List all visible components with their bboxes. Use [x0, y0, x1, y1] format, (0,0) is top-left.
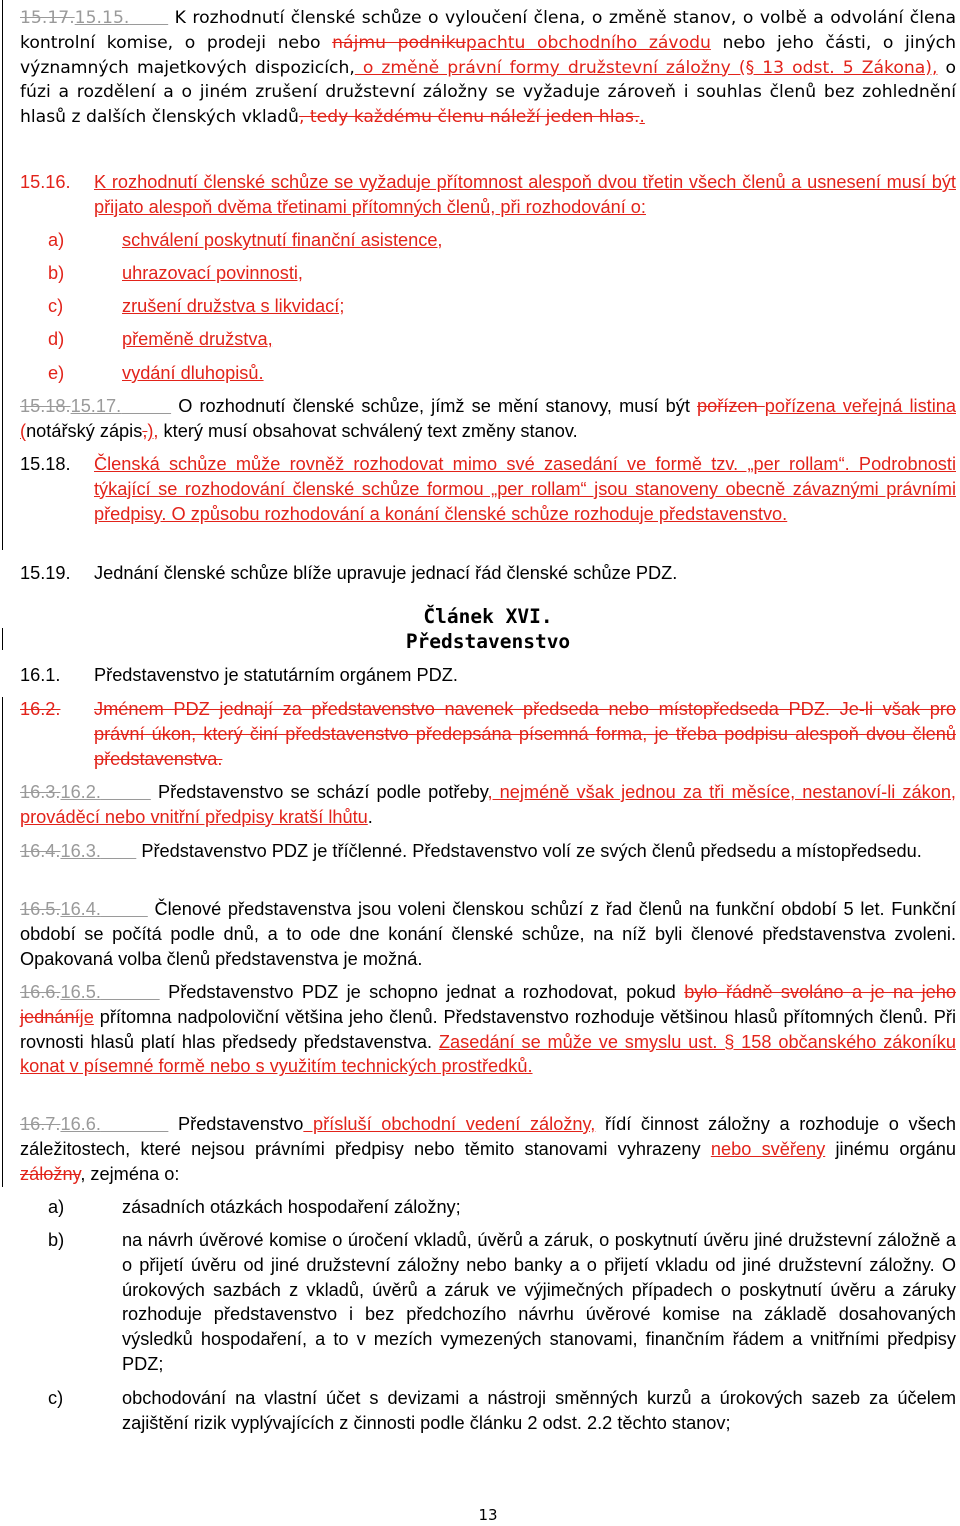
deleted-text: bylo řádně svoláno a je na jeho jednání	[20, 982, 957, 1027]
list-label: c)	[48, 1388, 64, 1408]
list-label: d)	[48, 329, 65, 349]
new-number: 16.4.	[60, 899, 101, 919]
paragraph-text: Představenstvo PDZ je tříčlenné. Představenstvo volí ze svých členů předsedu a místopředsedu.	[141, 841, 922, 861]
list-text: přeměně družstva,	[122, 329, 273, 349]
paragraph-15-15	[20, 6, 956, 130]
list-label: e)	[48, 363, 65, 383]
paragraph-text: který musí obsahovat schválený text změny stanov.	[158, 420, 578, 441]
list-text: zrušení družstva s likvidací;	[122, 296, 345, 316]
paragraph-number: 15.18.	[20, 454, 71, 474]
paragraph-15-18	[20, 452, 956, 526]
inserted-text: pachtu obchodního závodu	[465, 32, 711, 53]
inserted-text: , nejméně však jednou za tři měsíce, nestanoví-li zákon, prováděcí nebo vnitřní předpisy kratší lhůtu	[20, 782, 956, 827]
old-number: 16.7.	[20, 1114, 61, 1134]
paragraph-number: 15.16.	[20, 172, 71, 192]
list-text: vydání dluhopisů.	[122, 363, 264, 383]
paragraph-16-5	[20, 980, 956, 1079]
list-label: a)	[48, 230, 65, 250]
list-text: zásadních otázkách hospodaření záložny;	[122, 1197, 461, 1217]
list-item	[48, 1195, 956, 1220]
paragraph-text: Jednání členské schůze blíže upravuje jednací řád členské schůze PDZ.	[94, 563, 678, 583]
list-text: uhrazovací povinnosti,	[122, 263, 303, 283]
deleted-text: , tedy každému členu náleží jeden hlas.	[298, 107, 640, 128]
list-item	[48, 261, 956, 286]
old-number: 16.5.	[20, 899, 61, 919]
article-title: Článek XVI.	[423, 605, 553, 628]
deleted-text: Jménem PDZ jednají za představenstvo navenek předseda nebo místopředseda PDZ. Je-li však pro právní úkon, který činí představenstvo předepsána písemná forma, je třeba podpisu alespoň dvou členů představenstva.	[94, 699, 956, 769]
list-item	[48, 361, 956, 386]
change-bar	[2, 697, 3, 1187]
list-label: a)	[48, 1197, 65, 1217]
paragraph-text: Představenstvo je statutárním orgánem PDZ.	[94, 665, 458, 685]
paragraph-text: , zejména o:	[80, 1163, 180, 1184]
inserted-text: přísluší obchodní vedení záložny,	[303, 1114, 596, 1134]
list-label: b)	[48, 263, 65, 283]
new-number: 16.3.	[60, 841, 101, 861]
list-text: schválení poskytnutí finanční asistence,	[122, 230, 443, 250]
paragraph-text: K rozhodnutí členské schůze se vyžaduje přítomnost alespoň dvou třetin všech členů a usnesení musí být přijato alespoň dvěma třetinami přítomných členů, při rozhodování o:	[94, 172, 956, 217]
paragraph-text: o fúzi a rozdělení a o jiném zrušení družstevní záložny se vyžaduje zároveň i souhlas členů bez zohlednění hlasů z dalších členských vkladů	[20, 57, 957, 128]
old-number: 16.6.	[20, 982, 61, 1002]
new-number: 16.6.	[60, 1114, 101, 1134]
paragraph-text: přítomna nadpoloviční většina jeho členů. Představenstvo rozhoduje většinou hlasů přítomných členů. Při rovnosti hlasů platí hlas předsedy představenstva.	[20, 1006, 956, 1052]
inserted-text: nebo svěřeny	[710, 1138, 826, 1159]
list-text: obchodování na vlastní účet s devizami a nástroji směnných kurzů a úrokových sazeb za účelem zajištění rizik vyplývajících z činnosti podle článku 2 odst. 2.2 těchto stanov;	[122, 1388, 956, 1433]
paragraph-16-2	[20, 780, 956, 830]
paragraph-text: .	[367, 806, 373, 827]
list-item	[48, 294, 956, 319]
paragraph-15-16	[20, 170, 956, 220]
paragraph-text: Představenstvo	[178, 1114, 304, 1134]
inserted-text: ),	[147, 420, 159, 441]
paragraph-text: notářský zápis	[26, 420, 143, 441]
list-label: c)	[48, 296, 64, 316]
inserted-text: pořízena veřejná listina (	[20, 396, 956, 441]
list-label: b)	[48, 1230, 65, 1250]
paragraph-text: jinému orgánu	[825, 1138, 956, 1159]
paragraph-16-3	[20, 839, 956, 864]
paragraph-number: 16.2.	[20, 699, 61, 719]
old-number: 16.3.	[20, 782, 61, 802]
paragraph-text: Členové představenstva jsou voleni členskou schůzí z řad členů na funkční období 5 let. Funkční období se počítá podle dnů, a to ode dne konání členské schůze, na níž byli členové představenstva zvoleni. Opakovaná volba členů představenstva je možná.	[20, 899, 956, 969]
list-item	[48, 327, 956, 352]
list-item	[48, 228, 956, 253]
old-number: 15.17.	[20, 8, 75, 28]
paragraph-text: nebo jeho části, o jiných významných majetkových dispozicích,	[20, 32, 956, 78]
list-item	[48, 1228, 956, 1377]
paragraph-text: K rozhodnutí členské schůze o vyloučení člena, o změně stanov, o volbě a odvolání člena kontrolní komise, o prodeji nebo	[20, 8, 957, 53]
paragraph-15-17	[20, 394, 956, 444]
paragraph-text: Členská schůze může rovněž rozhodovat mimo své zasedání ve formě tzv. „per rollam“. Podrobnosti týkající se rozhodování členské schůze formou „per rollam“ jsou stanoveny obecně závaznými právními předpisy. O způsobu rozhodování a konání členské schůze rozhoduje představenstvo.	[94, 454, 956, 524]
new-number: 16.5.	[60, 982, 101, 1002]
article-subtitle: Představenstvo	[405, 630, 571, 653]
paragraph-text: Představenstvo PDZ je schopno jednat a rozhodovat, pokud	[168, 982, 685, 1002]
deleted-text: pořízen	[697, 396, 765, 416]
paragraph-16-4	[20, 897, 956, 971]
new-number: 15.15.	[74, 8, 130, 28]
paragraph-15-19	[20, 561, 956, 586]
change-bar	[2, 170, 3, 550]
inserted-text: Zasedání se může ve smyslu ust. § 158 občanského zákoníku konat v písemné formě nebo s využitím technických prostředků.	[20, 1031, 957, 1077]
inserted-text: .	[639, 107, 645, 128]
paragraph-text: řídí činnost záložny a rozhoduje o všech záležitostech, které nejsou právními předpisy nebo těmito stanovami vyhrazeny	[20, 1114, 956, 1159]
paragraph-number: 15.19.	[20, 563, 71, 583]
old-number: 15.18.	[20, 396, 71, 416]
old-number: 16.4.	[20, 841, 61, 861]
page-number: 13	[478, 1506, 498, 1524]
inserted-text: je	[79, 1006, 94, 1027]
new-number: 15.17.	[70, 396, 122, 416]
list-item	[48, 1386, 956, 1436]
paragraph-text: Představenstvo se schází podle potřeby	[157, 782, 488, 802]
paragraph-16-2-deleted	[20, 697, 956, 771]
paragraph-text: O rozhodnutí členské schůze, jímž se mění stanovy, musí být	[178, 396, 697, 416]
paragraph-number: 16.1.	[20, 665, 61, 685]
paragraph-16-1	[20, 663, 956, 688]
list-text: na návrh úvěrové komise o úročení vkladů, úvěrů a záruk, o poskytnutí úvěru jiné družstevní záložně a o přijetí úvěru od jiné družstevní záložny nebo banky a o přijetí vkladu od jiné družstevní záložny. O úrokových sazbách z vkladů, úvěrů a záruk ve výjimečných případech o poskytnutí úvěru a záruky rozhoduje představenstvo i bez předchozího návrhu úvěrové komise na základě dosahovaných výsledků hospodaření, a to v mezích vymezených stanovami, finančním řádem a vnitřními předpisy PDZ;	[122, 1230, 956, 1374]
deleted-text: ,	[142, 420, 148, 441]
deleted-text: nájmu podniku	[332, 32, 466, 53]
inserted-text: o změně právní formy družstevní záložny (§ 13 odst. 5 Zákona),	[354, 57, 938, 78]
new-number: 16.2.	[60, 782, 101, 802]
paragraph-16-6	[20, 1112, 956, 1186]
deleted-text: záložny	[20, 1163, 81, 1184]
